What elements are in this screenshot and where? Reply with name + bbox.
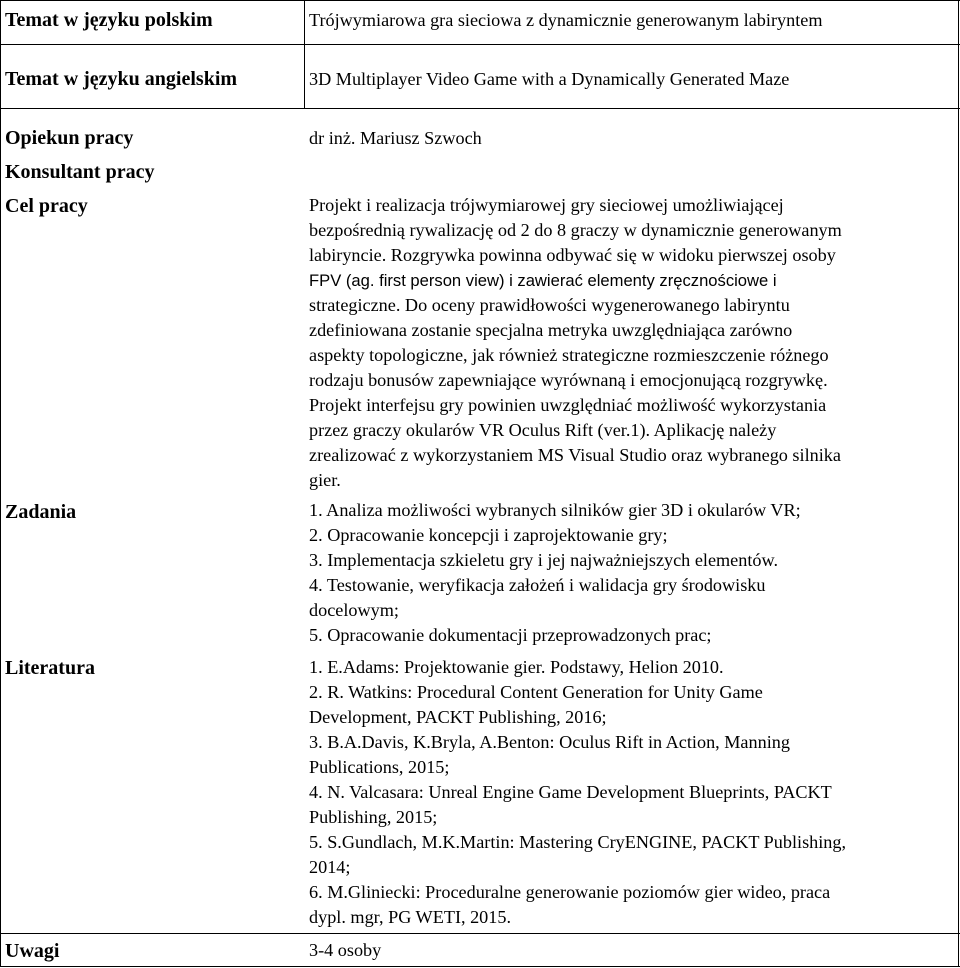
task-item: 5. Opracowanie dokumentacji przeprowadzonych prac; bbox=[309, 625, 712, 645]
literature-item: 3. B.A.Davis, K.Bryla, A.Benton: Oculus Rift in Action, Manning bbox=[309, 732, 790, 752]
label-tasks: Zadania bbox=[5, 501, 77, 523]
value-remarks: 3-4 osoby bbox=[309, 940, 382, 960]
row-divider bbox=[0, 933, 960, 934]
task-item: 2. Opracowanie koncepcji i zaprojektowanie gry; bbox=[309, 525, 668, 545]
task-item: 3. Implementacja szkieletu gry i jej najważniejszych elementów. bbox=[309, 550, 778, 570]
goal-line: przez graczy okularów VR Oculus Rift (ver.1). Aplikację należy bbox=[309, 420, 777, 440]
literature-item: 2. R. Watkins: Procedural Content Generation for Unity Game bbox=[309, 682, 763, 702]
goal-line: rodzaju bonusów zapewniające wyrównaną i emocjonującą rozgrywkę. bbox=[309, 370, 828, 390]
table-border-top bbox=[0, 0, 960, 1]
literature-item: 2014; bbox=[309, 857, 351, 877]
literature-item: Publications, 2015; bbox=[309, 757, 450, 777]
task-item: 1. Analiza możliwości wybranych silników gier 3D i okularów VR; bbox=[309, 500, 801, 520]
goal-line: strategiczne. Do oceny prawidłowości wygenerowanego labiryntu bbox=[309, 295, 790, 315]
task-item: docelowym; bbox=[309, 600, 399, 620]
table-border-bottom bbox=[0, 966, 960, 967]
row-divider bbox=[0, 108, 960, 109]
value-tasks bbox=[309, 498, 949, 648]
label-topic-polish: Temat w języku polskim bbox=[5, 9, 213, 31]
label-consultant: Konsultant pracy bbox=[5, 161, 155, 183]
goal-line: FPV (ag. first person view) i zawierać elementy zręcznościowe i bbox=[309, 271, 777, 290]
goal-line: Projekt i realizacja trójwymiarowej gry sieciowej umożliwiającej bbox=[309, 195, 784, 215]
literature-item: 1. E.Adams: Projektowanie gier. Podstawy, Helion 2010. bbox=[309, 657, 724, 677]
table-border-left bbox=[0, 0, 1, 966]
goal-line: gier. bbox=[309, 470, 341, 490]
label-goal: Cel pracy bbox=[5, 195, 88, 217]
goal-line: aspekty topologiczne, jak również strategiczne rozmieszczenie różnego bbox=[309, 345, 829, 365]
value-goal bbox=[309, 193, 949, 493]
literature-item: Publishing, 2015; bbox=[309, 807, 438, 827]
literature-item: dypl. mgr, PG WETI, 2015. bbox=[309, 907, 512, 927]
goal-line: labiryncie. Rozgrywka powinna odbywać się w widoku pierwszej osoby bbox=[309, 245, 836, 265]
label-literature: Literatura bbox=[5, 657, 95, 679]
task-item: 4. Testowanie, weryfikacja założeń i walidacja gry środowisku bbox=[309, 575, 766, 595]
value-topic-polish: Trójwymiarowa gra sieciowa z dynamicznie generowanym labiryntem bbox=[309, 10, 823, 30]
value-topic-english: 3D Multiplayer Video Game with a Dynamically Generated Maze bbox=[309, 69, 790, 89]
literature-item: 4. N. Valcasara: Unreal Engine Game Development Blueprints, PACKT bbox=[309, 782, 832, 802]
goal-line: zdefiniowana zostanie specjalna metryka uwzględniająca zarówno bbox=[309, 320, 793, 340]
label-topic-english: Temat w języku angielskim bbox=[5, 68, 238, 90]
goal-line: bezpośrednią rywalizację od 2 do 8 graczy w dynamicznie generowanym bbox=[309, 220, 842, 240]
value-literature bbox=[309, 655, 949, 930]
literature-item: 6. M.Gliniecki: Proceduralne generowanie poziomów gier wideo, praca bbox=[309, 882, 831, 902]
table-border-right bbox=[958, 0, 959, 966]
label-supervisor: Opiekun pracy bbox=[5, 127, 134, 149]
goal-line: Projekt interfejsu gry powinien uwzględniać możliwość wykorzystania bbox=[309, 395, 827, 415]
label-remarks: Uwagi bbox=[5, 940, 60, 962]
column-divider bbox=[304, 0, 305, 108]
literature-item: 5. S.Gundlach, M.K.Martin: Mastering CryENGINE, PACKT Publishing, bbox=[309, 832, 847, 852]
literature-item: Development, PACKT Publishing, 2016; bbox=[309, 707, 607, 727]
row-divider bbox=[0, 44, 960, 45]
value-supervisor: dr inż. Mariusz Szwoch bbox=[309, 128, 482, 148]
goal-line: zrealizować z wykorzystaniem MS Visual Studio oraz wybranego silnika bbox=[309, 445, 841, 465]
